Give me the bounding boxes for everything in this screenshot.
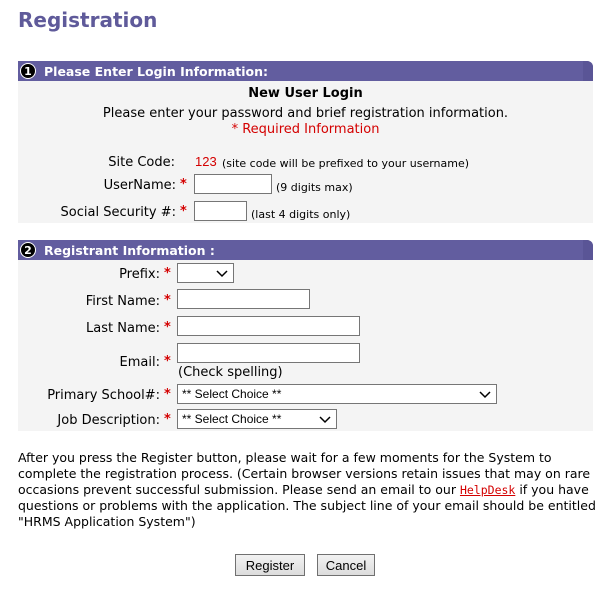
login-heading: New User Login	[248, 86, 363, 101]
notice-text-before: After you press the Register button, please wait for a few moments for the System to complete the registration process. (Certain browser versions retain issues that may on rare occasions prevent successful submission. Please send an email to our	[18, 450, 591, 497]
section-header-login	[18, 61, 593, 81]
job-description-select[interactable]	[177, 409, 337, 429]
ssn-hint: (last 4 digits only)	[251, 208, 351, 221]
first-name-required-marker: *	[164, 293, 171, 308]
ssn-label: Social Security #:	[60, 205, 176, 220]
step-1-icon: 1	[20, 63, 36, 79]
cancel-button[interactable]: Cancel	[317, 554, 375, 576]
section-body-login	[18, 81, 593, 223]
primary-school-selected-value: ** Select Choice **	[182, 387, 282, 401]
prefix-select[interactable]	[177, 263, 234, 283]
chevron-down-icon	[319, 413, 331, 425]
primary-school-required-marker: *	[164, 387, 171, 402]
job-description-required-marker: *	[164, 412, 171, 427]
chevron-down-icon	[479, 388, 491, 400]
helpdesk-link[interactable]: HelpDesk	[459, 483, 516, 497]
site-code-value: 123	[195, 154, 217, 169]
first-name-input[interactable]	[177, 289, 310, 309]
header-corner-decoration	[583, 61, 593, 81]
email-hint: (Check spelling)	[178, 365, 283, 380]
email-label: Email:	[119, 355, 160, 370]
job-description-label: Job Description:	[57, 413, 160, 428]
last-name-label: Last Name:	[86, 321, 160, 336]
register-button[interactable]: Register	[235, 554, 305, 576]
site-code-hint: (site code will be prefixed to your username)	[222, 157, 470, 170]
required-note: * Required Information	[231, 122, 380, 137]
username-required-marker: *	[180, 177, 187, 192]
first-name-label: First Name:	[85, 294, 160, 309]
prefix-required-marker: *	[164, 266, 171, 281]
email-input[interactable]	[177, 343, 360, 363]
chevron-down-icon	[216, 267, 228, 279]
login-intro: Please enter your password and brief registration information.	[102, 106, 509, 121]
job-description-selected-value: ** Select Choice **	[182, 412, 282, 426]
section-header-registrant	[18, 240, 593, 260]
username-hint: (9 digits max)	[276, 181, 353, 194]
registration-notice	[18, 450, 598, 530]
site-code-label: Site Code:	[108, 155, 175, 170]
prefix-label: Prefix:	[119, 267, 160, 282]
notice-text-after: if you have questions or problems with the application. The subject line of your email should be entitled "HRMS Application System")	[18, 482, 596, 529]
ssn-input[interactable]	[194, 201, 247, 221]
primary-school-select[interactable]	[177, 384, 497, 404]
step-2-icon: 2	[20, 242, 36, 258]
email-required-marker: *	[164, 354, 171, 369]
last-name-required-marker: *	[164, 320, 171, 335]
ssn-required-marker: *	[180, 204, 187, 219]
header-corner-decoration	[583, 240, 593, 260]
username-label: UserName:	[103, 178, 176, 193]
primary-school-label: Primary School#:	[47, 388, 160, 403]
page-title: Registration	[18, 8, 158, 32]
last-name-input[interactable]	[177, 316, 360, 336]
username-input[interactable]	[194, 174, 272, 194]
section-title-registrant: Registrant Information :	[44, 242, 215, 258]
section-title-login: Please Enter Login Information:	[44, 63, 269, 79]
